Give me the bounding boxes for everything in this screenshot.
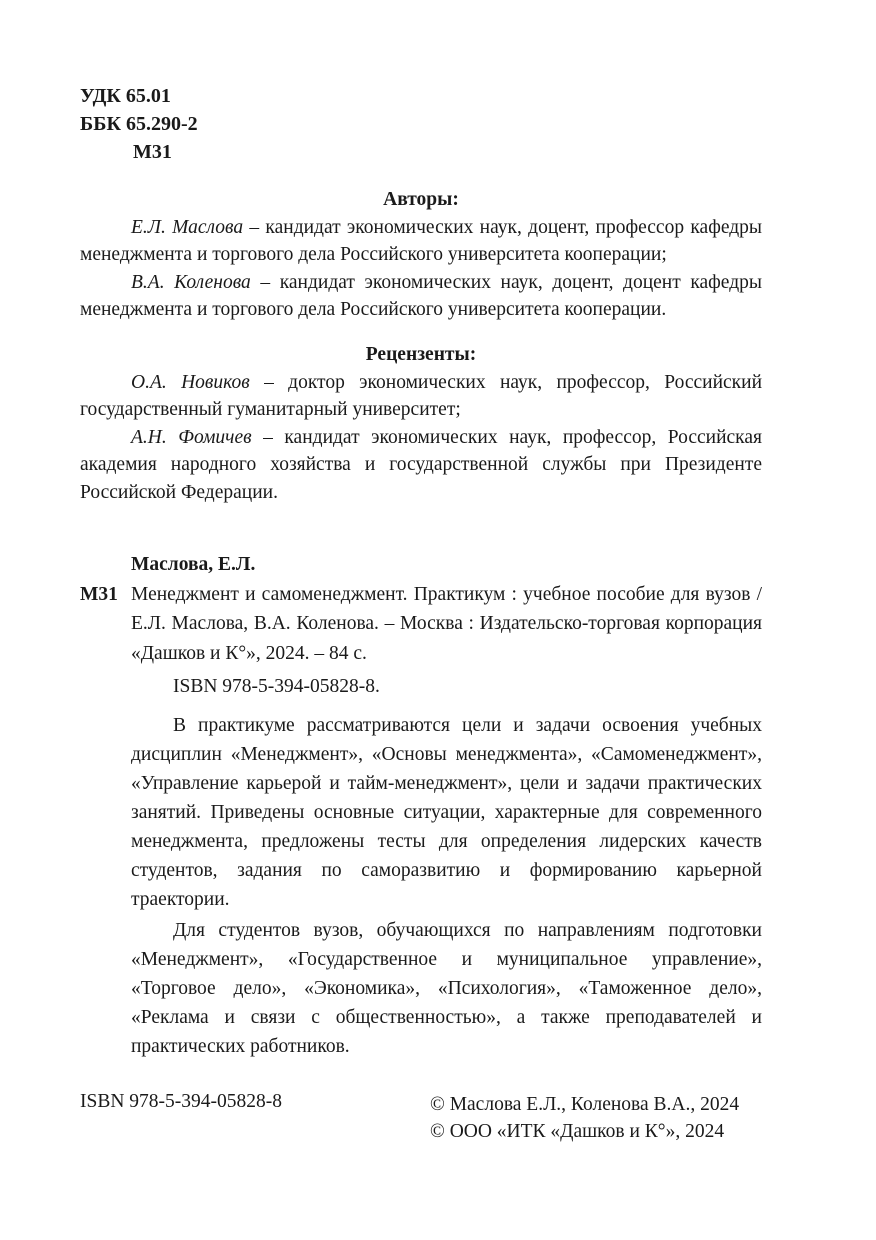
author-entry [80,214,762,269]
footer-copyright [430,1091,739,1145]
bib-abstract-paragraph: В практикуме рассматриваются цели и задачи освоения учебных дисциплин «Менеджмент», «Основы менеджмента», «Самоменеджмент», «Управление карьерой и тайм-менеджмент», цели и задачи практических занятий. Приведены основные ситуации, характерные для современного менеджмента, предложены тесты для определения лидерских качеств студентов, задания по саморазвитию и формированию карьерной траектории. [131,714,762,910]
author-name: В.А. Коленова [131,271,251,293]
bib-description: Менеджмент и самоменеджмент. Практикум : учебное пособие для вузов / Е.Л. Маслова, В.А. Коленова. – Москва : Издательско-торговая корпорация «Дашков и К°», 2024. – 84 с. [131,583,762,664]
reviewer-description: – доктор экономических наук, профессор, Российский государственный гуманитарный университет; [80,371,762,420]
authors-heading: Авторы: [383,189,459,210]
copyright-line: © Маслова Е.Л., Коленова В.А., 2024 [430,1094,740,1115]
bib-author-mark: М31 [80,583,118,605]
reviewer-entry [80,369,762,424]
author-description: – кандидат экономических наук, доцент, профессор кафедры менеджмента и торгового дела Российского университета кооперации; [80,216,763,265]
bib-isbn: ISBN 978-5-394-05828-8. [173,676,380,697]
bib-body [131,580,762,1061]
reviewer-name: О.А. Новиков [131,371,250,393]
author-entry [80,269,762,324]
udk-code: УДК 65.01 [80,85,171,107]
reviewers-heading: Рецензенты: [365,344,477,365]
bbk-code: ББК 65.290-2 [80,113,198,135]
authors-section [80,186,762,324]
reviewer-entry [80,424,762,507]
copyright-line: © ООО «ИТК «Дашков и К°», 2024 [430,1121,725,1142]
bibliographic-record [80,550,762,1061]
author-name: Е.Л. Маслова [131,216,244,238]
reviewer-name: А.Н. Фомичев [131,426,252,448]
bib-entry [80,580,762,1061]
reviewer-description: – кандидат экономических наук, профессор, Российская академия народного хозяйства и государственной службы при Президенте Российской Федерации. [80,426,762,503]
bib-author-heading: Маслова, Е.Л. [131,554,256,575]
footer-isbn: ISBN 978-5-394-05828-8 [80,1091,283,1112]
classification-codes [80,82,198,166]
bib-abstract-paragraph: Для студентов вузов, обучающихся по направлениям подготовки «Менеджмент», «Государственное и муниципальное управление», «Торговое дело», «Экономика», «Психология», «Таможенное дело», «Реклама и связи с общественностью», а также преподавателей и практических работников. [131,919,762,1057]
author-description: – кандидат экономических наук, доцент, доцент кафедры менеджмента и торгового дела Российского университета кооперации. [80,271,762,320]
author-mark-code: М31 [133,141,172,163]
reviewers-section [80,341,762,506]
